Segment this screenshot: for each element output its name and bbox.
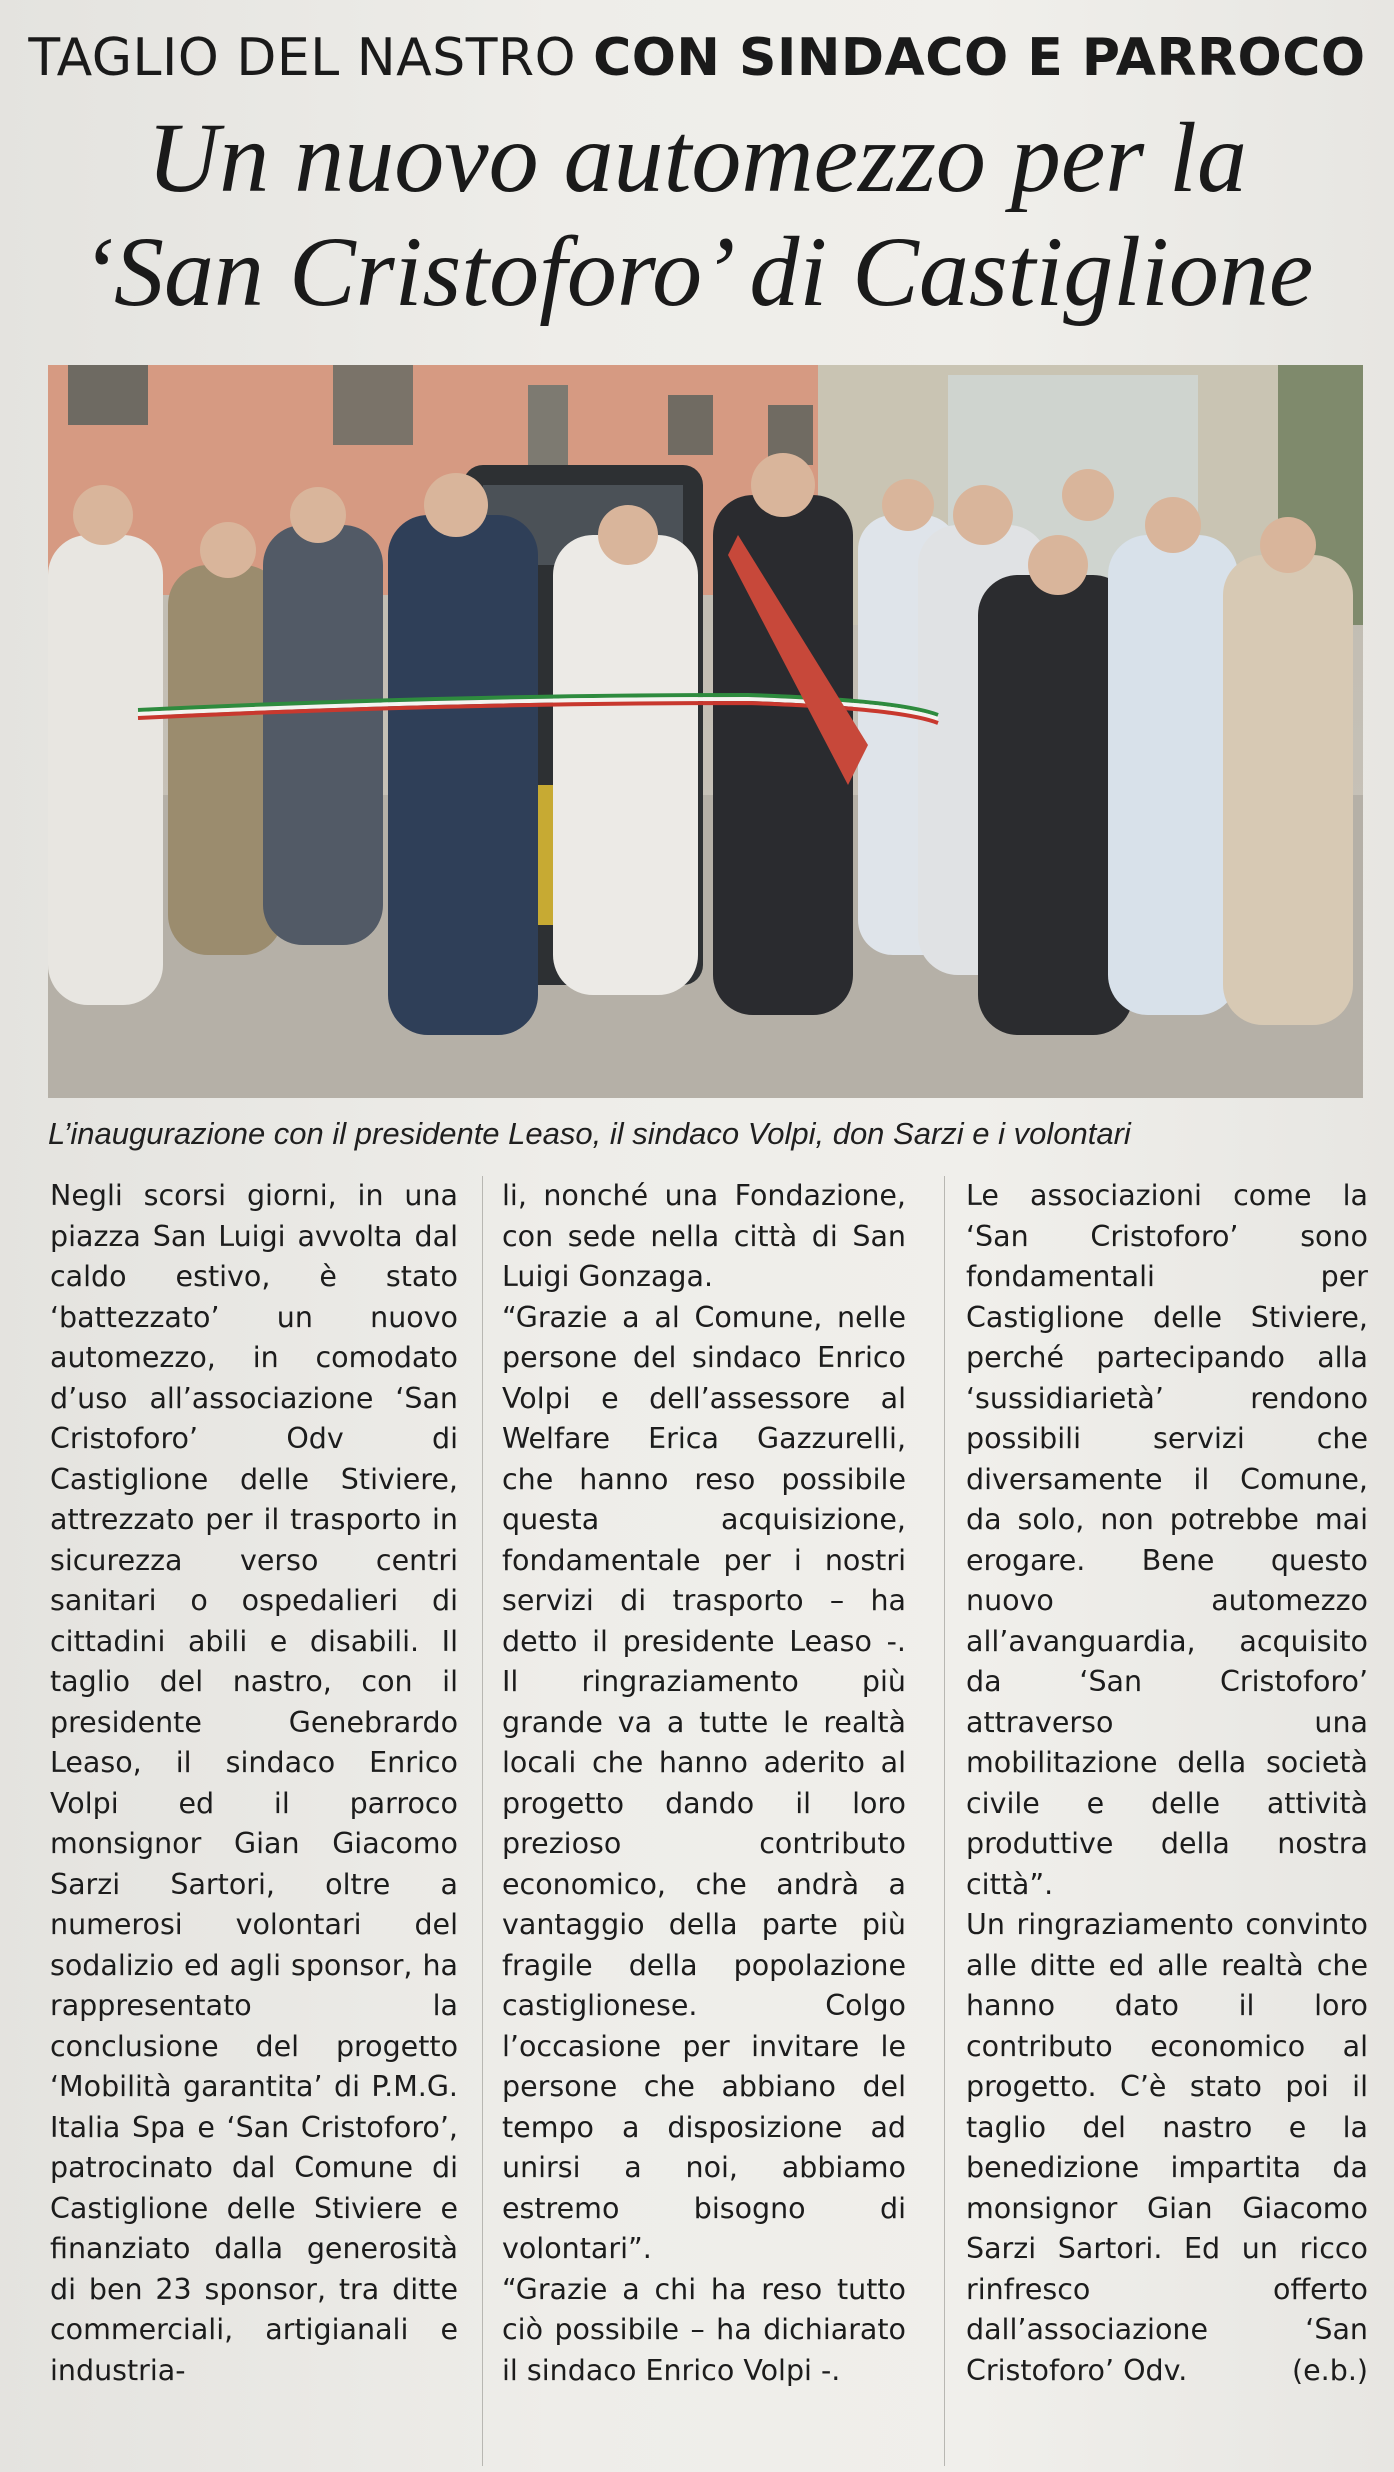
headline-line-1: Un nuovo automezzo per la: [147, 102, 1247, 213]
article-photo: [48, 365, 1363, 1098]
paragraph: Negli scorsi giorni, in una piazza San Luigi avvolta dal caldo estivo, è stato ‘battezzato’ un nuovo automezzo, in comodato d’uso all’associazione ‘San Cristoforo’ Odv di Castiglione delle Stiviere, attrezzato per il trasporto in sicurezza verso centri sanitari o ospedalieri di cittadini abili e disabili. Il taglio del nastro, con il presidente Genebrardo Leaso, il sindaco Enrico Volpi ed il parroco monsignor Gian Giacomo Sarzi Sartori, oltre a numerosi volontari del sodalizio ed agli sponsor, ha rappresentato la conclusione del progetto ‘Mobilità garantita’ di P.M.G. Italia Spa e ‘San Cristoforo’, patrocinato dal Comune di Castiglione delle Stiviere e finanziato dalla generosità di ben 23 sponsor, tra ditte commerciali, artigianali e industria-: [50, 1179, 458, 2387]
author-signature: (e.b.): [1292, 2353, 1368, 2387]
paragraph: “Grazie a chi ha reso tutto ciò possibile – ha dichiarato il sindaco Enrico Volpi -.: [502, 2272, 906, 2387]
photo-caption: L’inaugurazione con il presidente Leaso, il sindaco Volpi, don Sarzi e i volontari: [48, 1116, 1131, 1151]
headline-line-2: ‘San Cristoforo’ di Castiglione: [80, 216, 1314, 327]
kicker: [0, 28, 1394, 88]
article-column-1: [50, 1176, 458, 2391]
article-column-3: [966, 1176, 1368, 2391]
paragraph: li, nonché una Fondazione, con sede nella città di San Luigi Gonzaga.: [502, 1179, 906, 1293]
article-column-2: [502, 1176, 906, 2391]
paragraph: “Grazie a al Comune, nelle persone del sindaco Enrico Volpi e dell’assessore al Welfare Erica Gazzurelli, che hanno reso possibile questa acquisizione, fondamentale per i nostri servizi di trasporto – ha detto il presidente Leaso -. Il ringraziamento più grande va a tutte le realtà locali che hanno aderito al progetto dando il loro prezioso contributo economico, che andrà a vantaggio della parte più fragile della popolazione castiglionese. Colgo l’occasione per invitare le persone che abbiano del tempo a disposizione ad unirsi a noi, abbiamo estremo bisogno di volontari”.: [502, 1300, 906, 2265]
photo-icon: [48, 365, 1363, 1098]
column-divider: [482, 1176, 483, 2466]
kicker-bold: CON SINDACO E PARROCO: [593, 28, 1366, 88]
kicker-light: TAGLIO DEL NASTRO: [28, 28, 577, 88]
column-divider: [944, 1176, 945, 2466]
paragraph-text: Un ringraziamento convinto alle ditte ed alle realtà che hanno dato il loro contributo economico al progetto. C’è stato poi il taglio del nastro e la benedizione impartita da monsignor Gian Giacomo Sarzi Sartori. Ed un ricco rinfresco offerto dall’associazione ‘San Cristoforo’ Odv.: [966, 1908, 1368, 2387]
paragraph: [966, 1905, 1368, 2391]
paragraph: Le associazioni come la ‘San Cristoforo’ sono fondamentali per Castiglione delle Stiviere, perché partecipando alla ‘sussidiarietà’ rendono possibili servizi che diversamente il Comune, da solo, non potrebbe mai erogare. Bene questo nuovo automezzo all’avanguardia, acquisito da ‘San Cristoforo’ attraverso una mobilitazione della società civile e delle attività produttive della nostra città”.: [966, 1179, 1368, 1901]
